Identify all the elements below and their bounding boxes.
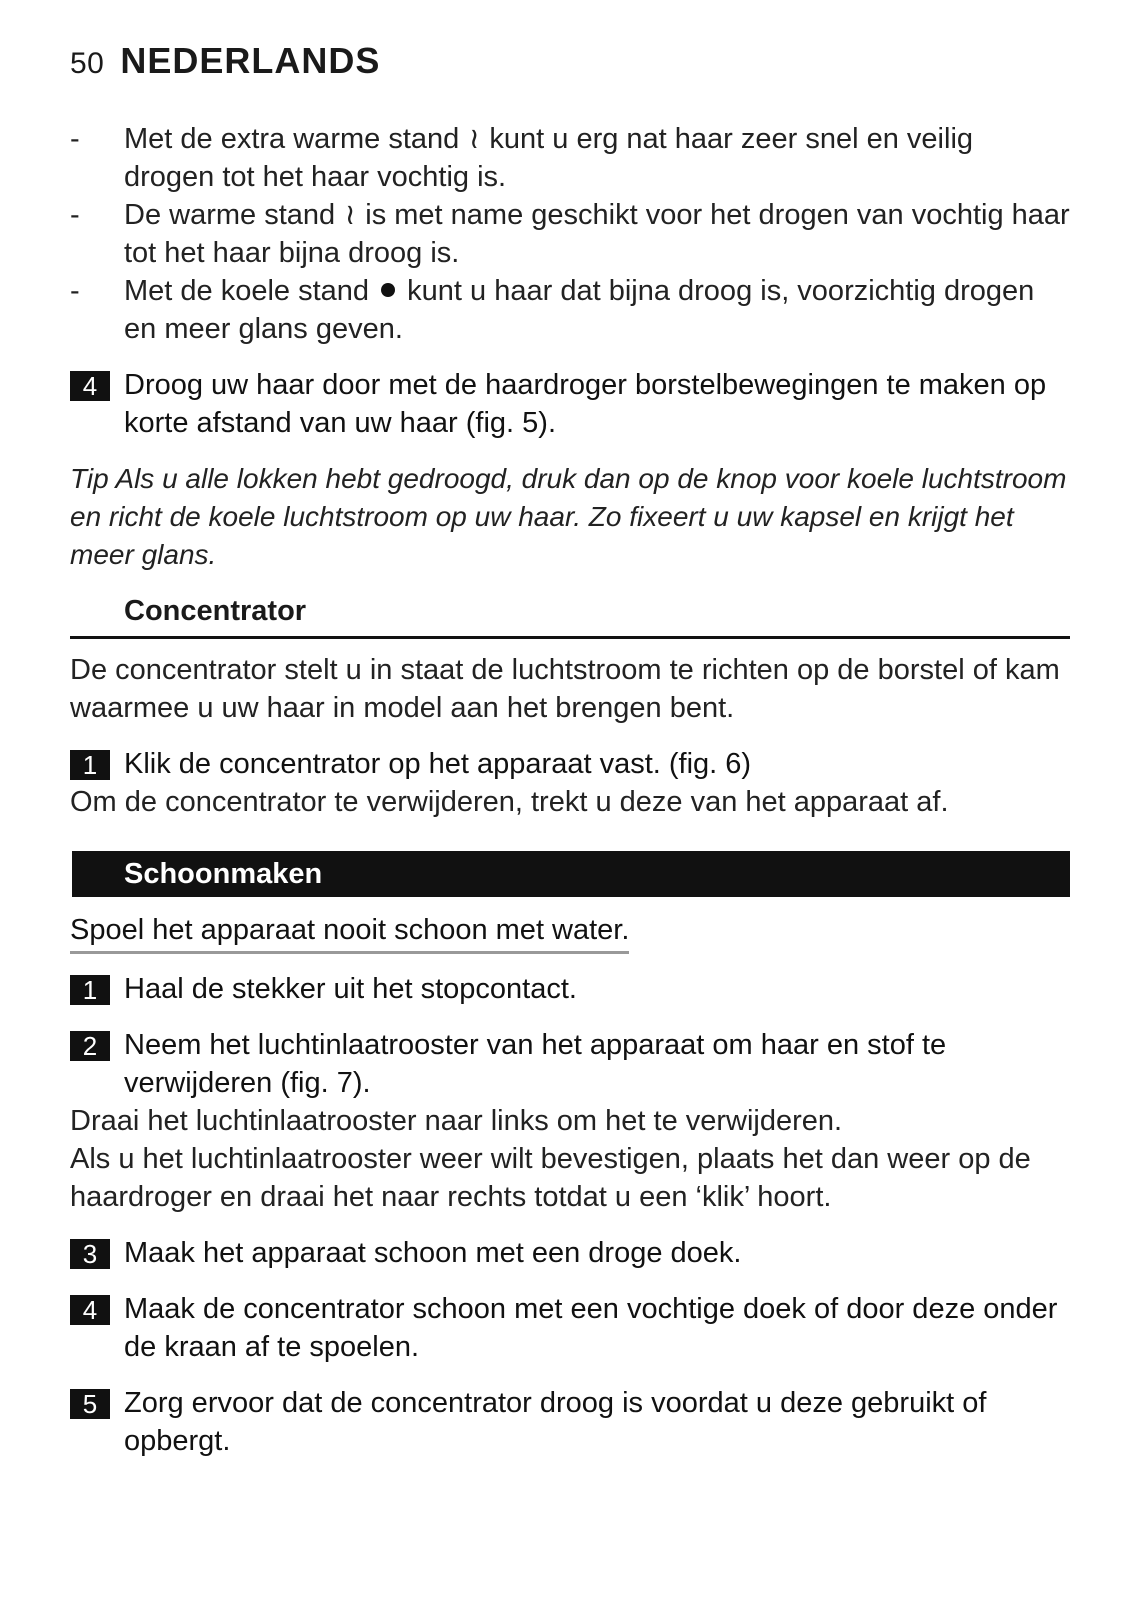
step-text: Maak het apparaat schoon met een droge doek. bbox=[124, 1237, 742, 1269]
cool-setting-icon bbox=[381, 283, 395, 297]
warning-row bbox=[70, 911, 1070, 954]
list-item: - Met de extra warme stand ≀ kunt u erg nat haar zeer snel en veilig drogen tot het haar vochtig is. bbox=[70, 120, 1070, 196]
page-number: 50 bbox=[70, 47, 105, 80]
language-title: NEDERLANDS bbox=[120, 40, 381, 81]
step-text: Klik de concentrator op het apparaat vast. (fig. 6) bbox=[124, 748, 752, 780]
cleaning-step-2 bbox=[70, 1026, 1070, 1102]
cleaning-step-1 bbox=[70, 970, 1070, 1008]
concentrator-note: Om de concentrator te verwijderen, trekt u deze van het apparaat af. bbox=[70, 786, 949, 818]
step-text: Maak de concentrator schoon met een vochtige doek of door deze onder de kraan af te spoelen. bbox=[124, 1293, 1058, 1363]
page-header bbox=[70, 40, 380, 86]
list-item: - Met de koele stand kunt u haar dat bijna droog is, voorzichtig drogen en meer glans geven. bbox=[70, 272, 1070, 348]
cleaning-step-4 bbox=[70, 1290, 1070, 1366]
cleaning-step-5 bbox=[70, 1384, 1070, 1460]
heat-settings-list bbox=[70, 120, 1070, 348]
step-number: 1 bbox=[70, 975, 110, 1005]
step-number: 2 bbox=[70, 1031, 110, 1061]
dash-marker: - bbox=[70, 275, 80, 307]
cleaning-step-3 bbox=[70, 1234, 1070, 1272]
step-text: Droog uw haar door met de haardroger borstelbewegingen te maken op korte afstand van uw haar (fig. 5). bbox=[124, 369, 1047, 439]
concentrator-heading: Concentrator bbox=[70, 592, 1070, 639]
tip-paragraph: Tip Als u alle lokken hebt gedroogd, druk dan op de knop voor koele luchtstroom en richt de koele luchtstroom op uw haar. Zo fixeert u uw kapsel en krijgt het meer glans. bbox=[70, 463, 1067, 570]
step-text: Zorg ervoor dat de concentrator droog is voordat u deze gebruikt of opbergt. bbox=[124, 1387, 987, 1457]
step-number: 4 bbox=[70, 371, 110, 401]
step-number: 5 bbox=[70, 1389, 110, 1419]
list-item: - De warme stand ≀ is met name geschikt voor het drogen van vochtig haar tot het haar bijna droog is. bbox=[70, 196, 1070, 272]
step-2-note-remove: Draai het luchtinlaatrooster naar links om het te verwijderen. bbox=[70, 1105, 843, 1137]
concentrator-intro: De concentrator stelt u in staat de luchtstroom te richten op de borstel of kam waarmee u uw haar in model aan het brengen bent. bbox=[70, 654, 1060, 724]
step-text: Haal de stekker uit het stopcontact. bbox=[124, 973, 577, 1005]
warm-setting-icon: ≀ bbox=[344, 199, 356, 231]
step-number: 4 bbox=[70, 1295, 110, 1325]
step-4-drying bbox=[70, 366, 1070, 442]
concentrator-step-1 bbox=[70, 745, 1070, 783]
dash-marker: - bbox=[70, 123, 80, 155]
step-number: 1 bbox=[70, 750, 110, 780]
cleaning-section-heading: Schoonmaken bbox=[72, 851, 1070, 897]
dash-marker: - bbox=[70, 199, 80, 231]
page-content bbox=[70, 120, 1070, 1460]
extra-warm-setting-icon: ≀ bbox=[468, 123, 480, 155]
step-2-note-attach: Als u het luchtinlaatrooster weer wilt bevestigen, plaats het dan weer op de haardroger en draai het naar rechts totdat u een ‘klik’ hoort. bbox=[70, 1143, 1031, 1213]
cleaning-warning: Spoel het apparaat nooit schoon met water. bbox=[70, 911, 629, 954]
step-text: Neem het luchtinlaatrooster van het apparaat om haar en stof te verwijderen (fig. 7). bbox=[124, 1029, 947, 1099]
step-number: 3 bbox=[70, 1239, 110, 1269]
